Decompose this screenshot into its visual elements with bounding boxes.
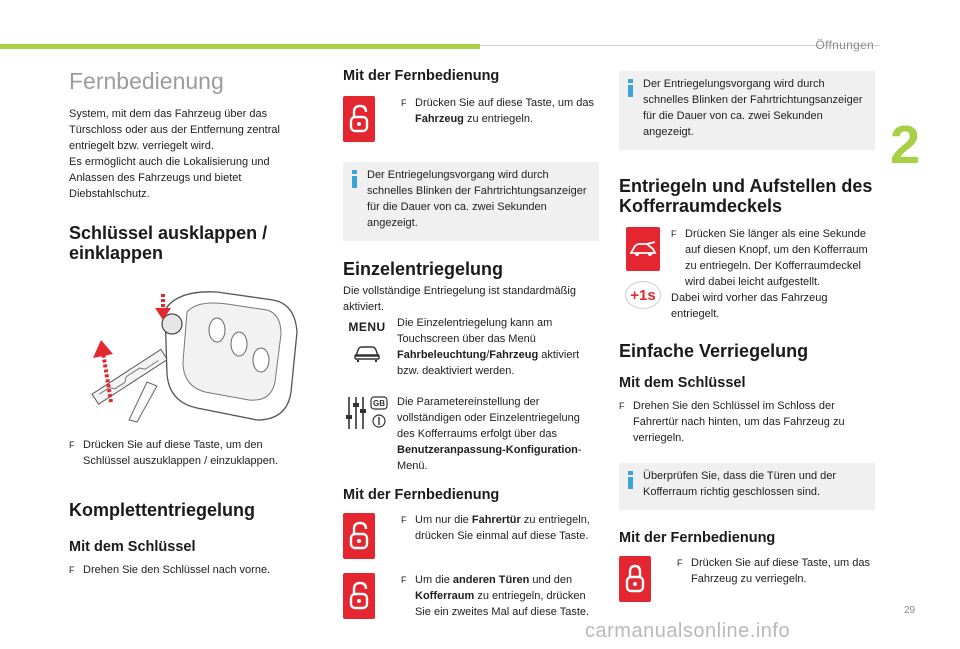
fold-key-instruction (69, 438, 309, 470)
trunk-instruction (671, 227, 875, 291)
lock-icon (624, 564, 646, 594)
menu-emphasis: Fahrbeleuchtung (397, 349, 487, 362)
unlock-icon (348, 521, 370, 551)
complete-unlock-heading: Komplettentriegelung (69, 499, 256, 520)
remote-heading-2: Mit der Fernbedienung (343, 486, 500, 503)
settings-text (397, 395, 599, 475)
lock-button-icon (619, 556, 651, 602)
instruction-emphasis: Kofferraum (415, 589, 475, 602)
menu-row (343, 316, 599, 380)
info-icon (351, 170, 359, 188)
info-box-unlock-signal-top (619, 71, 875, 150)
menu-text-part: / (486, 349, 490, 362)
trunk-heading: Entriegeln und Aufstellen des Kofferraumdeckels (619, 175, 873, 217)
trunk-button-icon (626, 227, 660, 271)
trunk-icon-group (619, 227, 667, 309)
folding-key-image (77, 282, 309, 424)
gb-label: GB (373, 399, 385, 409)
lock-remote-heading: Mit der Fernbedienung (619, 530, 776, 547)
instruction-emphasis: Fahrzeug (415, 112, 464, 125)
lock-key-instruction (619, 399, 875, 447)
intro-text: System, mit dem das Fahrzeug über das Türschloss oder aus der Entfernung zentral entriegelt bzw. verriegelt wird. (69, 108, 280, 152)
menu-text-part: Die Einzelentriegelung kann am Touchscreen über das Menü (397, 317, 553, 346)
other-doors-row (343, 573, 599, 621)
remote-heading: Mit der Fernbedienung (343, 68, 500, 84)
lock-with-key-subheading: Mit dem Schlüssel (619, 375, 746, 392)
driver-door-instruction (401, 513, 591, 545)
settings-text-part: -Menü. (397, 443, 582, 472)
simple-lock-heading: Einfache Verriegelung (619, 340, 809, 361)
settings-emphasis: Benutzeranpassung-Konfiguration (397, 443, 578, 456)
column-1 (69, 62, 309, 579)
settings-sliders-icon (345, 395, 389, 431)
watermark: carmanualsonline.info (585, 620, 791, 642)
lock-key-text: Drehen Sie den Schlüssel im Schloss der Fahrertür nach hinten, um das Fahrzeug zu verriegeln. (633, 400, 845, 445)
lock-remote-instruction (677, 556, 873, 588)
unlock-button-icon (343, 573, 375, 619)
fold-key-text: Drücken Sie auf diese Taste, um den Schlüssel auszuklappen / einzuklappen. (83, 439, 279, 467)
page-number: 29 (904, 605, 916, 616)
header-accent-bar (0, 44, 480, 49)
bullet-mark: F (401, 514, 407, 525)
info-icon (627, 79, 635, 97)
unlock-button-icon (343, 96, 375, 142)
settings-icon-group (343, 395, 391, 431)
instruction-text: zu entriegeln, drücken Sie einmal auf diese Taste. (415, 513, 590, 542)
menu-label: MENU (348, 320, 386, 335)
instruction-text: zu entriegeln. (463, 112, 534, 125)
with-key-subheading: Mit dem Schlüssel (69, 538, 196, 555)
unlock-button-icon (343, 513, 375, 559)
page-title: Fernbedienung (69, 68, 224, 94)
info-text: Der Entriegelungsvorgang wird durch schnelles Blinken der Fahrtrichtungsanzeiger für die Dauer von ca. zwei Sekunden angezeigt. (643, 78, 863, 138)
instruction-emphasis: anderen Türen (452, 573, 530, 586)
bullet-mark: F (619, 401, 625, 412)
bullet-mark: F (69, 440, 75, 450)
info-text: Überprüfen Sie, dass die Türen und der Kofferraum richtig geschlossen sind. (643, 470, 837, 499)
unlock-icon (348, 581, 370, 611)
info-icon (627, 471, 635, 489)
bullet-mark: F (401, 574, 407, 585)
plus-one-second-icon: +1s (625, 281, 661, 309)
bullet-mark: F (671, 229, 677, 240)
info-text: Der Entriegelungsvorgang wird durch schnelles Blinken der Fahrtrichtungsanzeiger für die Dauer von ca. zwei Sekunden angezeigt. (367, 169, 587, 229)
lock-remote-text: Drücken Sie auf diese Taste, um das Fahrzeug zu verriegeln. (691, 557, 870, 586)
settings-row (343, 395, 599, 475)
unlock-icon (348, 104, 370, 134)
lock-remote-row (619, 556, 875, 602)
menu-icon-group (343, 316, 391, 362)
settings-text-part: Die Parametereinstellung der vollständigen oder Einzelentriegelung des Kofferraums erfolgt über das (397, 396, 580, 440)
trunk-text: Drücken Sie länger als eine Sekunde auf diesen Knopf, um den Kofferraum zu entriegeln. Der Kofferraumdeckel wird dabei leicht aufgestellt. (685, 228, 868, 288)
driver-door-row (343, 513, 599, 559)
intro-text: Es ermöglicht auch die Lokalisierung und Anlassen des Fahrzeugs und bietet Diebstahlschutz. (69, 155, 270, 200)
key-unlock-instruction (69, 563, 309, 579)
instruction-text: und den (529, 573, 573, 586)
key-illustration (77, 282, 309, 424)
fold-key-heading: Schlüssel ausklappen / einklappen (69, 222, 268, 264)
info-box-unlock-signal (343, 162, 599, 241)
chapter-number: 2 (890, 115, 921, 175)
unlock-vehicle-instruction (401, 96, 599, 128)
menu-text-part: aktiviert bzw. deaktiviert werden. (397, 349, 580, 378)
instruction-emphasis: Fahrertür (471, 513, 521, 526)
trunk-after-text: Dabei wird vorher das Fahrzeug entriegelt. (671, 291, 828, 320)
unlock-vehicle-row (343, 96, 599, 142)
car-trunk-icon (629, 241, 657, 257)
car-icon (353, 344, 381, 362)
section-label: Öffnungen (815, 38, 874, 52)
instruction-text: zu entriegeln, drücken Sie ein zweites Mal auf diese Taste. (415, 589, 590, 618)
single-unlock-heading: Einzelentriegelung (343, 258, 504, 279)
trunk-row (619, 227, 875, 323)
key-unlock-text: Drehen Sie den Schlüssel nach vorne. (83, 563, 271, 576)
column-2 (343, 62, 599, 621)
instruction-text: Um die (415, 573, 453, 586)
instruction-text: Drücken Sie auf diese Taste, um das (415, 97, 594, 109)
menu-emphasis: Fahrzeug (489, 349, 539, 362)
bullet-mark: F (401, 98, 407, 108)
column-3 (619, 62, 875, 602)
bullet-mark: F (69, 564, 75, 575)
info-box-check-doors (619, 463, 875, 510)
menu-text (397, 316, 599, 380)
instruction-text: Um nur die (415, 513, 472, 526)
single-unlock-text: Die vollständige Entriegelung ist standardmäßig aktiviert. (343, 285, 576, 314)
bullet-mark: F (677, 558, 683, 569)
trunk-text-group (671, 227, 875, 323)
other-doors-instruction (401, 573, 591, 621)
